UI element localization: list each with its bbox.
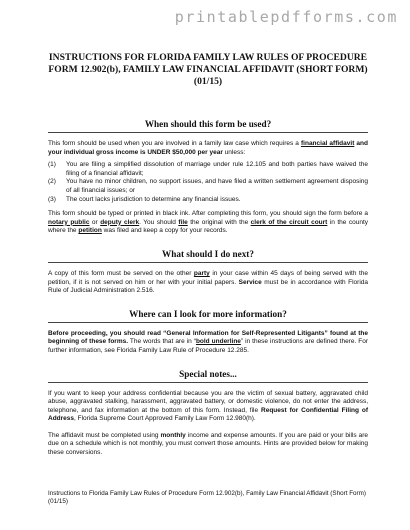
list-number: (1): [48, 161, 56, 169]
term-financial-affidavit: financial affidavit: [301, 140, 355, 147]
list-text: You are filing a simplified dissolution of marriage under rule 12.105 and both parties have waived the filing of a financial affidavit;: [66, 161, 368, 177]
when-used-intro: [48, 140, 368, 157]
list-text: You have no minor children, no support issues, and have filed a written settlement agreement disposing of all financial issues; or: [66, 178, 368, 194]
section-info: [48, 309, 368, 356]
term-petition: petition: [78, 227, 102, 235]
section-heading-next: What should I do next?: [162, 248, 254, 259]
list-text: The court lacks jurisdiction to determine any financial issues.: [66, 195, 241, 203]
special-paragraph-address: [48, 390, 368, 424]
text-run: This form should be used when you are involved in a family law case which requires a: [48, 140, 301, 147]
term-monthly: monthly: [160, 431, 186, 439]
text-run: If you want to keep your address confidential because you are the victim of sexual battery, aggravated child abuse, aggravated stalking, harassment, aggravated battery, or domestic violence, do not enter the address, telephone, and fax information at the bottom of this form. Instead, file: [48, 389, 368, 414]
text-run: was filed and keep a copy for your records.: [101, 227, 228, 235]
next-paragraph: [48, 270, 368, 296]
list-item: [48, 161, 368, 178]
document-page: [48, 52, 368, 458]
special-paragraph-monthly: [48, 432, 368, 458]
list-number: (3): [48, 195, 56, 203]
section-heading-info: Where can I look for more information?: [129, 308, 287, 319]
form-name-bold: Request for Confidential Filing of Address: [48, 406, 368, 423]
text-run: must be in accordance with Florida Rule of Judicial Administration 2.516.: [48, 278, 368, 295]
term-notary-public: notary public: [48, 218, 90, 226]
text-run: The affidavit must be completed using: [48, 431, 161, 439]
section-divider: [48, 382, 368, 383]
term-clerk-of-circuit-court: clerk of the circuit court: [250, 218, 328, 226]
term-bold-underline: bold underline: [195, 338, 241, 346]
text-run: A copy of this form must be served on the other: [48, 269, 194, 277]
signing-instructions: [48, 210, 368, 236]
text-run: . You should: [139, 218, 179, 226]
info-paragraph: [48, 330, 368, 356]
page-footer: Instructions to Florida Family Law Rules of Procedure Form 12.902(b), Family Law Financial Affidavit (Short Form) (01/15): [48, 490, 366, 506]
text-run: ” in these instructions are defined there. For further information, see Florida Family Law Rule of Procedure 12.285.: [48, 338, 369, 354]
text-run: income and expense amounts. If you are paid or your bills are due on a schedule which is not monthly, you must convert those amounts. Hints are provided below for making these conversions.: [48, 431, 368, 457]
term-deputy-clerk: deputy clerk: [100, 218, 140, 226]
list-item: [48, 178, 368, 195]
term-service: Service: [238, 278, 262, 286]
text-run: in your case within 45 days of being served with the petition, if it is not served on him or her with your initial papers.: [48, 269, 369, 286]
text-run: The words that are in “: [128, 338, 196, 346]
text-run-bold: Before proceeding, you should read “General Information for Self-Represented Litigants” found at the beginning of these forms.: [48, 329, 368, 346]
watermark: printablepdfforms.com: [174, 8, 398, 26]
text-run: the original with the: [187, 218, 251, 226]
text-run: or: [89, 218, 101, 226]
term-party: party: [193, 269, 210, 277]
section-special: [48, 369, 368, 458]
section-divider: [48, 322, 368, 323]
list-number: (2): [48, 178, 56, 186]
section-divider: [48, 132, 368, 133]
text-run: and your individual gross income is UNDER $50,000 per year: [48, 140, 368, 156]
section-next: [48, 249, 368, 296]
text-run: unless:: [222, 148, 246, 156]
section-heading-special: Special notes...: [179, 368, 237, 379]
text-run: This form should be typed or printed in black ink. After completing this form, you should sign the form before a: [48, 210, 368, 218]
text-run: , Florida Supreme Court Approved Family Law Form 12.980(h).: [74, 415, 256, 423]
document-title: INSTRUCTIONS FOR FLORIDA FAMILY LAW RULES OF PROCEDURE FORM 12.902(b), FAMILY LAW FINANCIAL AFFIDAVIT (SHORT FORM) (01/15): [48, 52, 368, 87]
section-divider: [48, 262, 368, 263]
section-heading-when-used: When should this form be used?: [144, 119, 272, 129]
section-when-used: [48, 119, 368, 236]
text-run: in the county where the: [48, 218, 368, 235]
condition-list: [48, 161, 368, 204]
term-file: file: [178, 218, 188, 226]
list-item: [48, 196, 368, 205]
